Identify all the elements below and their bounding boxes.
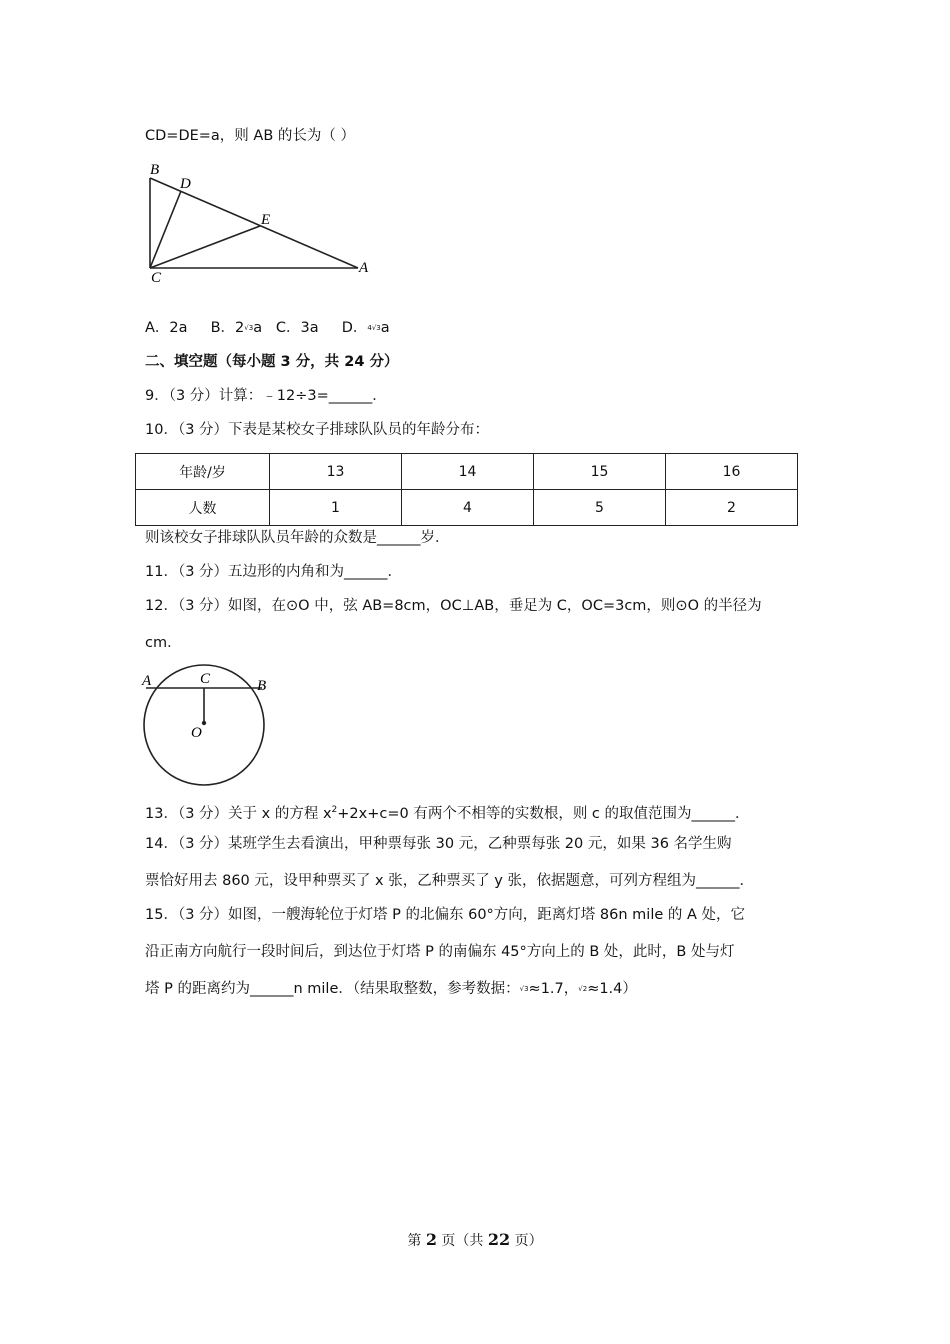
table-cell: 13 [270, 454, 402, 490]
question-13: 13．（3 分）关于 x 的方程 $x^2+2x+c=0$ 有两个不相等的实数根，则 c 的取值范围为______． [145, 805, 750, 822]
question-14-line-2: 票恰好用去 860 元，设甲种票买了 x 张，乙种票买了 y 张，依据题意，可列方程组为______． [145, 873, 754, 889]
segment-cd [150, 191, 181, 268]
table-row [136, 490, 798, 526]
label-b: B [257, 678, 267, 694]
label-o: O [191, 725, 202, 741]
table-header-cell: 年龄/岁 [136, 454, 270, 490]
question-9: 9．（3 分）计算：﹣12÷3=______． [145, 388, 387, 404]
question-12-line-1: 12．（3 分）如图，在⊙O 中，弦 AB=8cm，OC⊥AB，垂足为 C，OC=3cm，则⊙O 的半径为 [145, 598, 762, 614]
page-footer: 第 2 页（共 22 页） [407, 1230, 543, 1249]
circle-figure [138, 664, 278, 790]
option-a: A．2a [145, 320, 188, 336]
table-cell: 5 [534, 490, 666, 526]
question-15-line-1: 15．（3 分）如图，一艘海轮位于灯塔 P 的北偏东 60°方向，距离灯塔 86n mile 的 A 处，它 [145, 907, 746, 923]
table-cell: 4 [402, 490, 534, 526]
label-a: A [142, 673, 152, 689]
question-11: 11．（3 分）五边形的内角和为______． [145, 564, 403, 580]
label-e: E [261, 212, 271, 228]
question-14-line-1: 14．（3 分）某班学生去看演出，甲种票每张 30 元，乙种票每张 20 元，如果 36 名学生购 [145, 836, 732, 852]
section-2-title: 二、填空题（每小题 3 分，共 24 分） [145, 354, 399, 370]
label-d: D [180, 176, 191, 192]
label-a: A [359, 260, 369, 276]
table-cell: 1 [270, 490, 402, 526]
table-cell: 2 [666, 490, 798, 526]
option-b: B．2√3a [210, 320, 263, 336]
label-c: C [151, 270, 162, 286]
table-header-cell: 人数 [136, 490, 270, 526]
page-number: 2 [425, 1230, 437, 1249]
q8-tail: CD=DE=a，则 AB 的长为（ ） [145, 128, 355, 144]
table-cell: 16 [666, 454, 798, 490]
question-15-line-2: 沿正南方向航行一段时间后，到达位于灯塔 P 的南偏东 45°方向上的 B 处，此时，B 处与灯 [145, 944, 735, 960]
option-d: D．4√3a [341, 320, 390, 336]
page-total: 22 [487, 1230, 511, 1249]
label-b: B [150, 162, 160, 178]
triangle-figure [140, 158, 380, 288]
table-cell: 15 [534, 454, 666, 490]
segment-ce [150, 226, 260, 268]
label-c: C [200, 671, 211, 687]
option-c: C．3a [275, 320, 319, 336]
question-15-line-3: 塔 P 的距离约为______n mile．（结果取整数，参考数据：√3≈1.7，√2≈1.4） [145, 981, 637, 997]
question-12-line-2: cm． [145, 635, 182, 651]
age-table [135, 453, 798, 526]
question-10-tail: 则该校女子排球队队员年龄的众数是______岁． [145, 530, 450, 546]
table-cell: 14 [402, 454, 534, 490]
question-10: 10．（3 分）下表是某校女子排球队队员的年龄分布： [145, 422, 490, 438]
q8-options [145, 318, 390, 338]
table-row [136, 454, 798, 490]
center-point [202, 721, 206, 725]
